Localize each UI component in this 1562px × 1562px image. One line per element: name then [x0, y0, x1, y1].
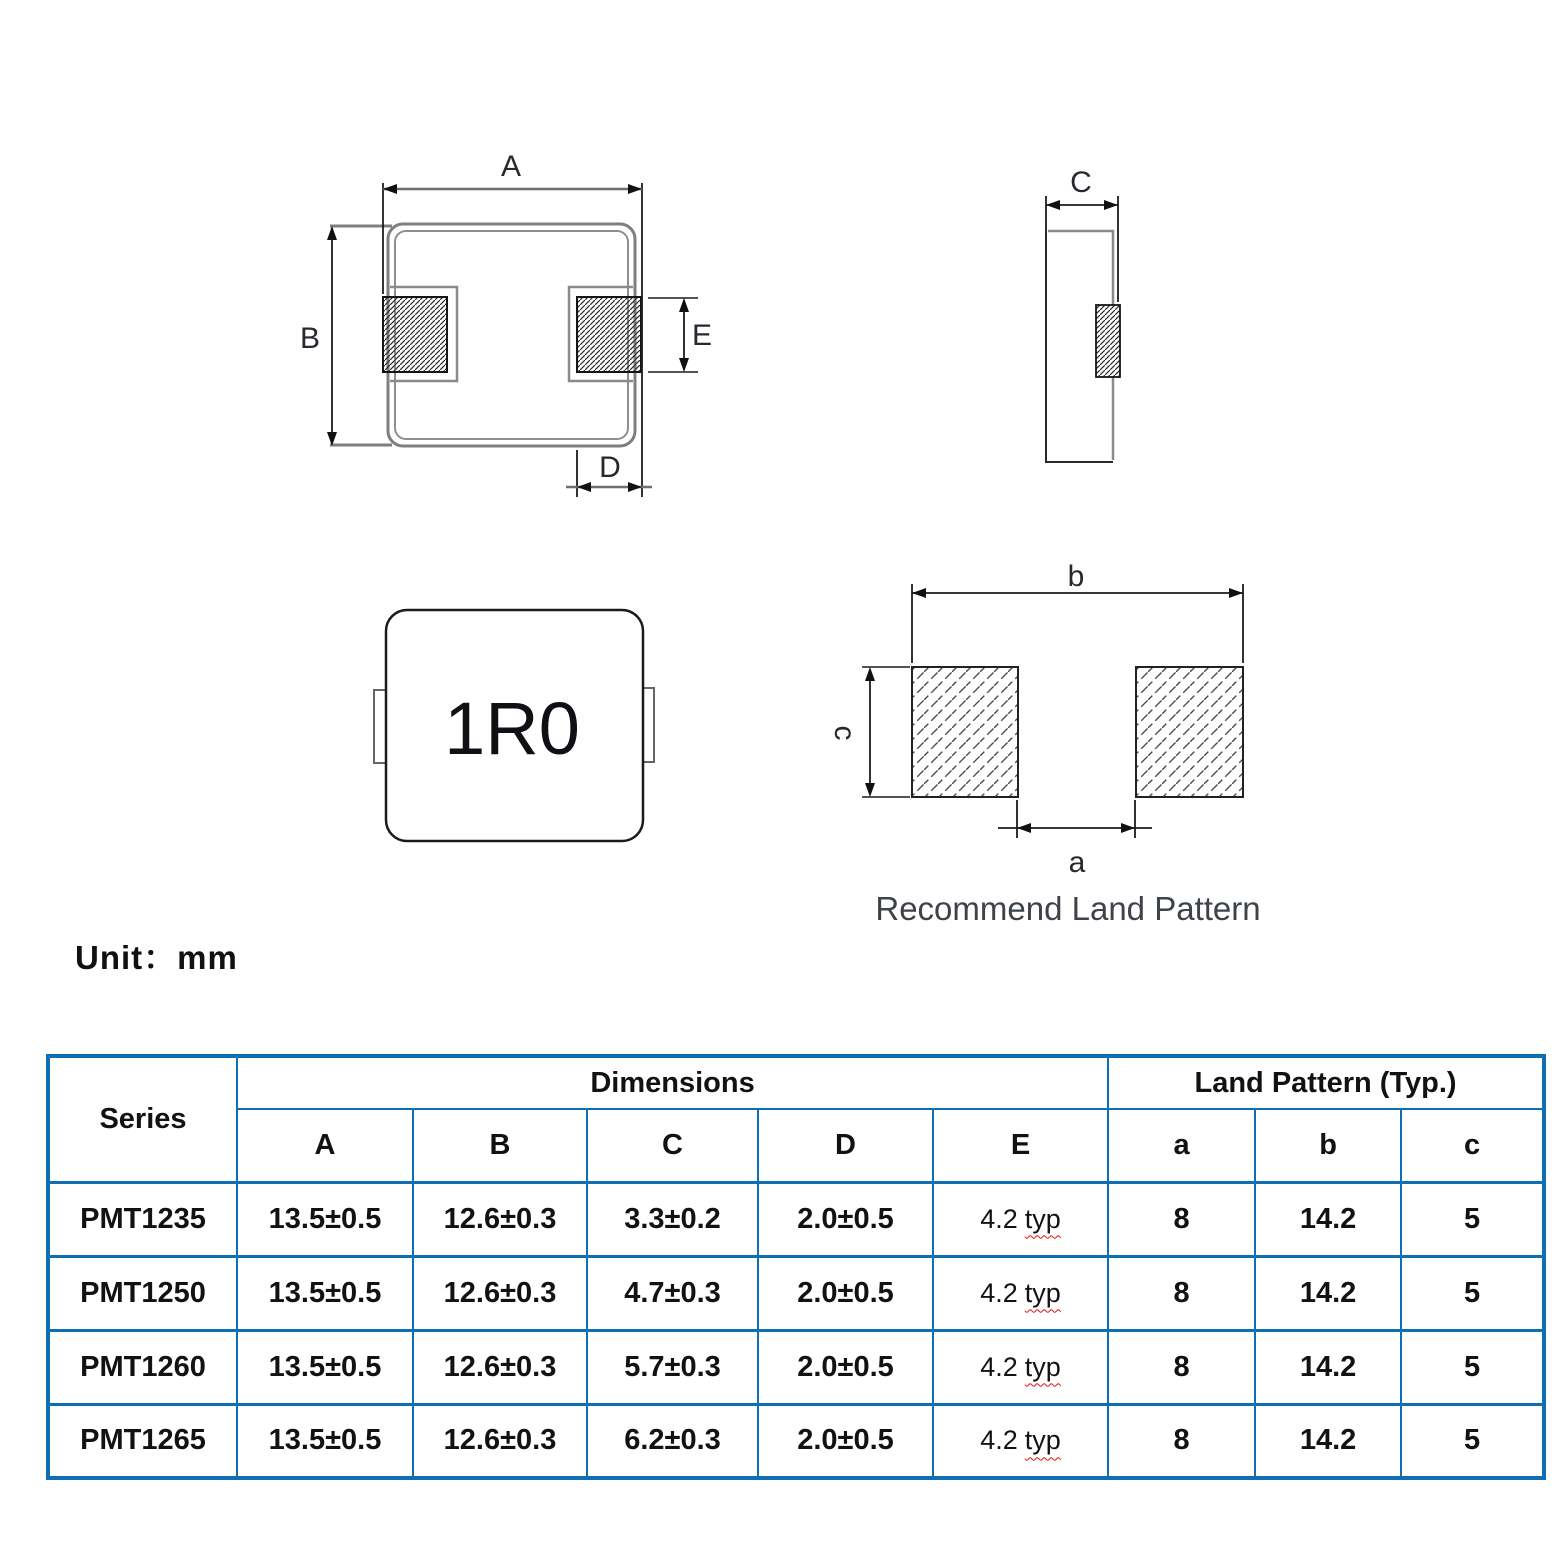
- header-col-a: a: [1108, 1109, 1255, 1182]
- table-row-pmt1260: [48, 1330, 1544, 1404]
- typ-annotation: typ: [1024, 1425, 1061, 1456]
- cell-b: 14.2: [1255, 1330, 1401, 1404]
- typ-annotation: typ: [1024, 1351, 1061, 1382]
- cell-B: 12.6±0.3: [413, 1404, 587, 1478]
- header-land-pattern: Land Pattern (Typ.): [1108, 1056, 1544, 1109]
- cell-E: 4.2 typ: [933, 1256, 1108, 1330]
- cell-c: 5: [1401, 1404, 1544, 1478]
- cell-D: 2.0±0.5: [758, 1330, 933, 1404]
- cell-c: 5: [1401, 1256, 1544, 1330]
- cell-series: PMT1265: [48, 1404, 237, 1478]
- left-pad-hatched: [383, 297, 447, 372]
- dim-label-E: E: [692, 319, 713, 352]
- dim-label-b: b: [1067, 560, 1085, 593]
- cell-A: 13.5±0.5: [237, 1182, 413, 1256]
- side-view-pad-hatched: [1096, 305, 1120, 377]
- header-col-C: C: [587, 1109, 758, 1182]
- dim-E: [648, 298, 712, 372]
- cell-B: 12.6±0.3: [413, 1182, 587, 1256]
- cell-E: 4.2 typ: [933, 1404, 1108, 1478]
- dim-C: [1046, 166, 1118, 302]
- cell-series: PMT1235: [48, 1182, 237, 1256]
- cell-A: 13.5±0.5: [237, 1330, 413, 1404]
- cell-A: 13.5±0.5: [237, 1256, 413, 1330]
- table-row-pmt1265: [48, 1404, 1544, 1478]
- cell-D: 2.0±0.5: [758, 1256, 933, 1330]
- cell-a: 8: [1108, 1330, 1255, 1404]
- dimensions-table: [46, 1054, 1546, 1480]
- cell-a: 8: [1108, 1404, 1255, 1478]
- dim-B: [300, 226, 337, 446]
- unit-label: Unit：mm: [75, 939, 238, 976]
- cell-D: 2.0±0.5: [758, 1404, 933, 1478]
- cell-A: 13.5±0.5: [237, 1404, 413, 1478]
- header-col-B: B: [413, 1109, 587, 1182]
- cell-a: 8: [1108, 1256, 1255, 1330]
- cell-C: 4.7±0.3: [587, 1256, 758, 1330]
- cell-C: 3.3±0.2: [587, 1182, 758, 1256]
- header-series: Series: [48, 1056, 237, 1182]
- dim-D: [566, 450, 652, 497]
- dim-b: [912, 560, 1243, 663]
- cell-series: PMT1260: [48, 1330, 237, 1404]
- cell-E: 4.2 typ: [933, 1182, 1108, 1256]
- cell-c: 5: [1401, 1182, 1544, 1256]
- cell-C: 5.7±0.3: [587, 1330, 758, 1404]
- dim-a: [998, 800, 1152, 879]
- header-dimensions: Dimensions: [237, 1056, 1108, 1109]
- marking-view-figure: [374, 610, 654, 841]
- header-col-D: D: [758, 1109, 933, 1182]
- right-pad-hatched: [577, 297, 641, 372]
- dim-label-B: B: [299, 322, 320, 355]
- header-col-b: b: [1255, 1109, 1401, 1182]
- cell-series: PMT1250: [48, 1256, 237, 1330]
- cell-E: 4.2 typ: [933, 1330, 1108, 1404]
- cell-B: 12.6±0.3: [413, 1330, 587, 1404]
- cell-c: 5: [1401, 1330, 1544, 1404]
- cell-C: 6.2±0.3: [587, 1404, 758, 1478]
- land-pad-left-hatched: [912, 667, 1018, 797]
- cell-b: 14.2: [1255, 1182, 1401, 1256]
- cell-b: 14.2: [1255, 1256, 1401, 1330]
- marking-code: 1R0: [444, 687, 580, 770]
- cell-b: 14.2: [1255, 1404, 1401, 1478]
- header-col-A: A: [237, 1109, 413, 1182]
- cell-a: 8: [1108, 1182, 1255, 1256]
- dim-label-D: D: [599, 451, 621, 484]
- cell-D: 2.0±0.5: [758, 1182, 933, 1256]
- typ-annotation: typ: [1024, 1203, 1061, 1234]
- cell-B: 12.6±0.3: [413, 1256, 587, 1330]
- header-col-E: E: [933, 1109, 1108, 1182]
- dim-label-C: C: [1070, 166, 1092, 199]
- land-pattern-title: Recommend Land Pattern: [875, 890, 1261, 927]
- dim-label-A: A: [500, 150, 522, 183]
- land-pattern-figure: [828, 560, 1261, 927]
- table-row-pmt1250: [48, 1256, 1544, 1330]
- table-row-pmt1235: [48, 1182, 1544, 1256]
- side-view-figure: [1046, 166, 1120, 462]
- typ-annotation: typ: [1024, 1277, 1061, 1308]
- dim-c: [828, 667, 910, 797]
- dim-label-c: c: [828, 725, 861, 741]
- top-view-figure: [300, 150, 712, 497]
- dim-label-a: a: [1068, 846, 1086, 879]
- land-pad-right-hatched: [1136, 667, 1243, 797]
- header-col-c: c: [1401, 1109, 1544, 1182]
